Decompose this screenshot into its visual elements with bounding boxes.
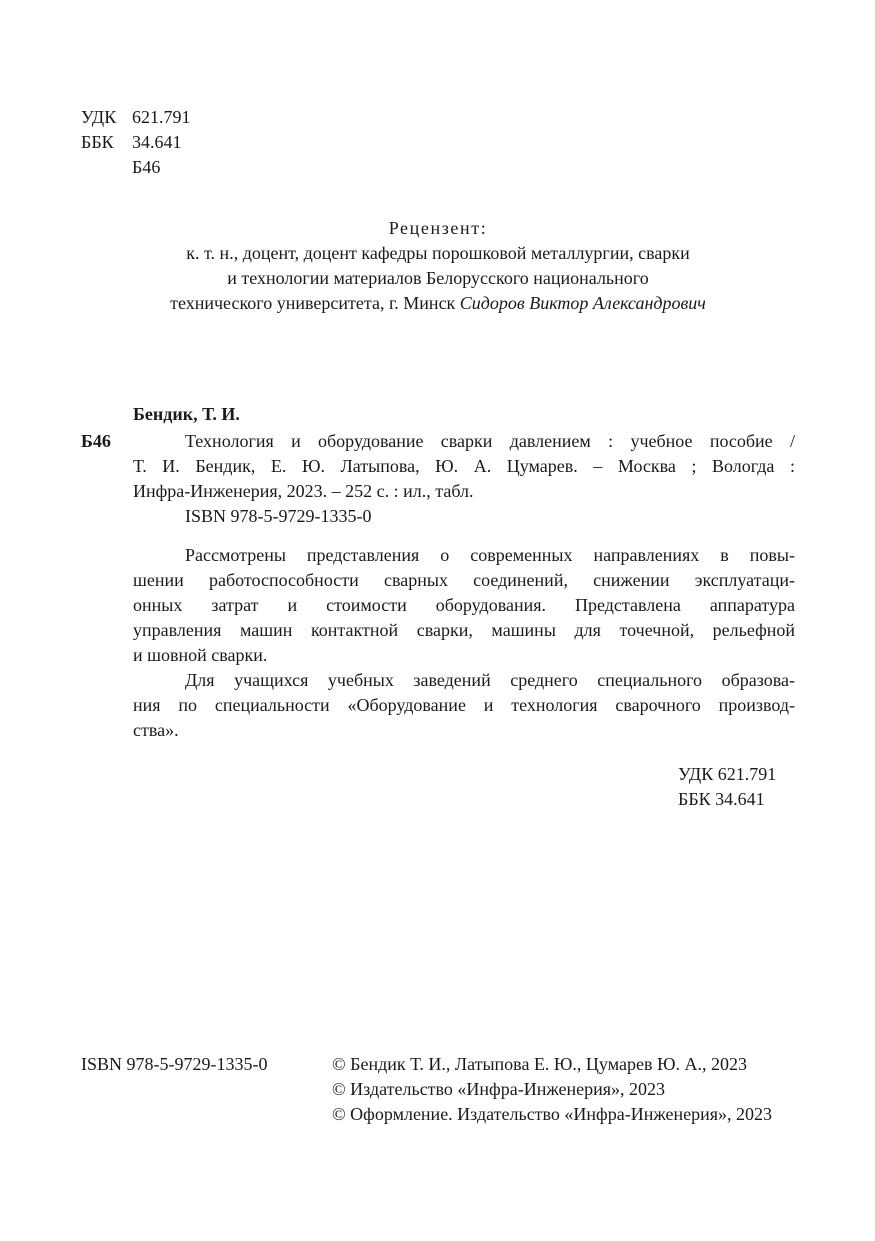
annotation-p2-line-1: Для учащихся учебных заведений среднего специального образова-	[185, 670, 795, 690]
reviewer-block	[81, 216, 795, 316]
annotation-p2-line-3: ства».	[133, 720, 179, 740]
udk-code-top	[81, 105, 191, 130]
copyright-authors: © Бендик Т. И., Латыпова Е. Ю., Цумарев Ю. А., 2023	[332, 1054, 747, 1074]
bib-isbn: ISBN 978-5-9729-1335-0	[185, 506, 372, 526]
reviewer-line-2: и технологии материалов Белорусского национального	[227, 268, 649, 288]
bibliographic-description	[133, 429, 795, 529]
annotation-p1-line-5: и шовной сварки.	[133, 645, 268, 665]
udk-label: УДК	[81, 107, 117, 127]
author-mark-value: Б46	[132, 157, 161, 177]
annotation-p2-line-2: ния по специальности «Оборудование и технология сварочного производ-	[133, 695, 795, 715]
bib-line-1: Технология и оборудование сварки давлением : учебное пособие /	[185, 431, 795, 451]
author-mark-top	[81, 155, 160, 180]
reviewer-name: Сидоров Виктор Александрович	[459, 293, 706, 313]
annotation	[133, 543, 795, 743]
reviewer-line-1: к. т. н., доцент, доцент кафедры порошковой металлургии, сварки	[186, 243, 690, 263]
classification-right	[678, 762, 776, 812]
copyright-design: © Оформление. Издательство «Инфра-Инженерия», 2023	[332, 1104, 773, 1124]
bbk-value: 34.641	[132, 132, 182, 152]
annotation-p1-line-1: Рассмотрены представления о современных направлениях в повы-	[185, 545, 795, 565]
udk-value: 621.791	[132, 107, 191, 127]
imprint-isbn: ISBN 978-5-9729-1335-0	[81, 1054, 268, 1074]
bbk-code-top	[81, 130, 182, 155]
annotation-p1-line-3: онных затрат и стоимости оборудования. Представлена аппаратура	[133, 595, 795, 615]
record-author: Бендик, Т. И.	[133, 404, 240, 424]
bib-line-3: Инфра-Инженерия, 2023. – 252 с. : ил., табл.	[133, 481, 474, 501]
copyright-publisher: © Издательство «Инфра-Инженерия», 2023	[332, 1079, 666, 1099]
bib-line-2: Т. И. Бендик, Е. Ю. Латыпова, Ю. А. Цумарев. – Москва ; Вологда :	[133, 456, 795, 476]
annotation-p1-line-4: управления машин контактной сварки, машины для точечной, рельефной	[133, 620, 795, 640]
bbk-label: ББК	[81, 132, 114, 152]
reviewer-affiliation: технического университета, г. Минск	[170, 293, 460, 313]
copyright-block	[332, 1052, 772, 1127]
annotation-p1-line-2: шении работоспособности сварных соединений, снижении эксплуатаци-	[133, 570, 795, 590]
reviewer-line-3	[81, 291, 795, 316]
udk-code-right: УДК 621.791	[678, 764, 777, 784]
reviewer-heading: Рецензент:	[388, 218, 488, 238]
bbk-code-right: ББК 34.641	[678, 789, 765, 809]
record-author-mark: Б46	[81, 431, 111, 451]
